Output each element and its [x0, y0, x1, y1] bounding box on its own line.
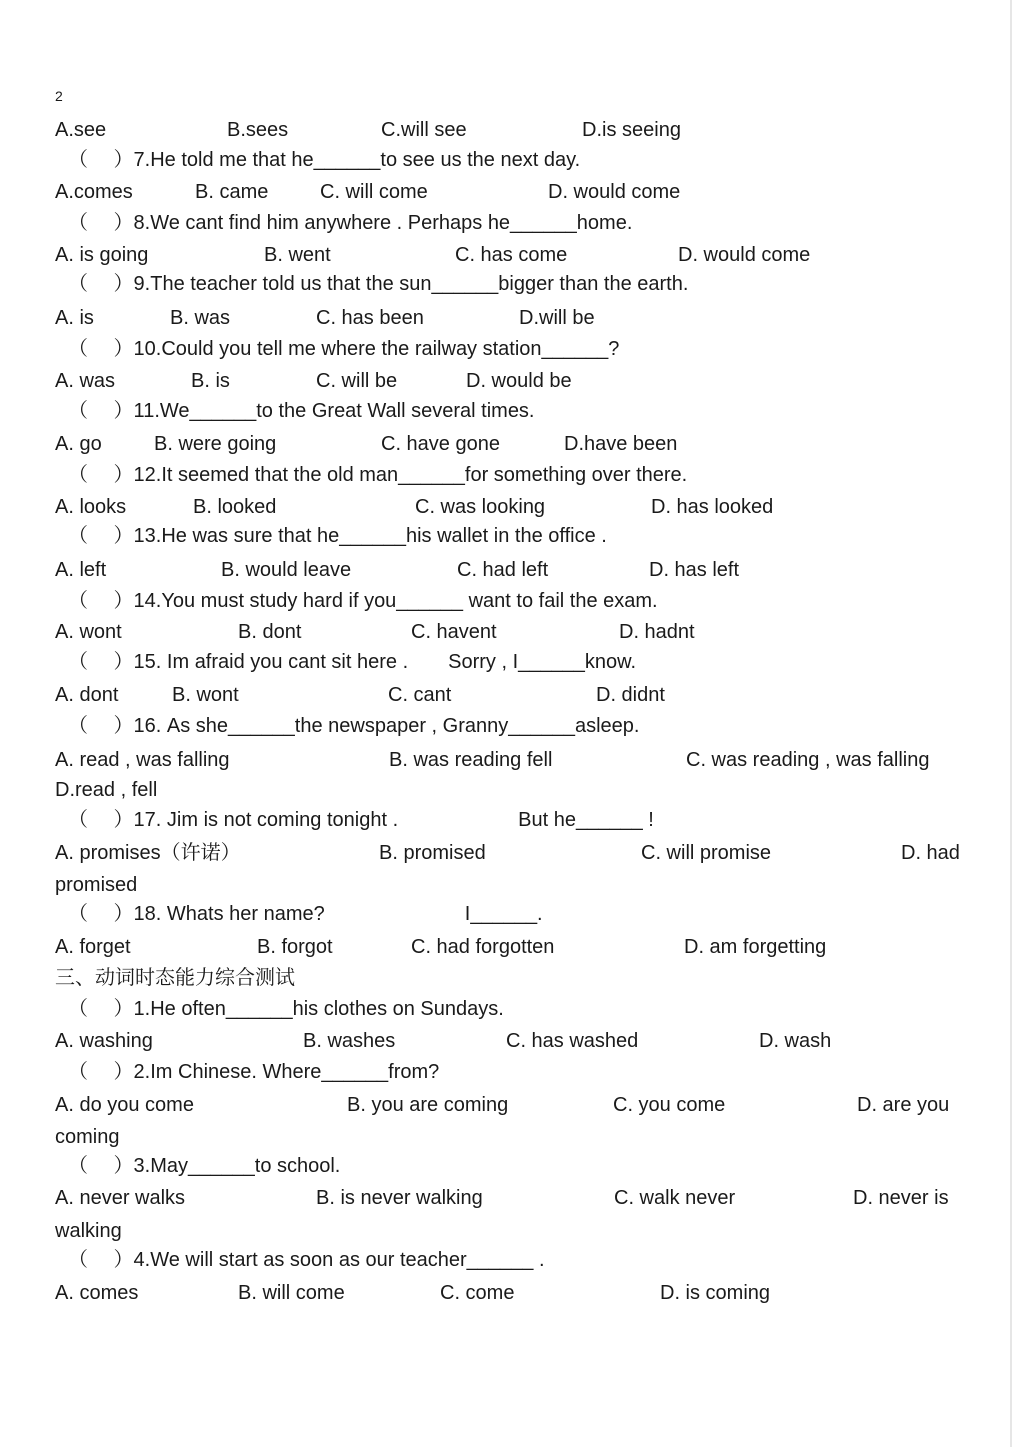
answer-option: A. left	[55, 559, 107, 581]
answer-option: B. looked	[193, 496, 277, 518]
answer-option: C. has come	[455, 244, 568, 266]
answer-option: B. came	[195, 181, 269, 203]
question-line: （ ）1.He often______his clothes on Sundays.	[68, 998, 504, 1020]
answer-option: A. wont	[55, 621, 122, 643]
question-line: （ ）17. Jim is not coming tonight . But he______ !	[68, 809, 654, 831]
answer-option: A. looks	[55, 496, 127, 518]
answer-option: B. wont	[172, 684, 239, 706]
answer-option: C. cant	[388, 684, 452, 706]
question-line: （ ）7.He told me that he______to see us the next day.	[68, 149, 581, 171]
answer-option: B. washes	[303, 1030, 396, 1052]
answer-option: B. were going	[154, 433, 277, 455]
answer-option: C. will promise	[641, 842, 772, 864]
question-line: （ ）15. Im afraid you cant sit here . Sorry , I______know.	[68, 651, 637, 673]
answer-option: C. will come	[320, 181, 428, 203]
question-line: （ ）18. Whats her name? I______.	[68, 903, 543, 925]
question-line: （ ）11.We______to the Great Wall several times.	[68, 400, 535, 422]
page-edge	[1010, 0, 1012, 1447]
answer-option: B. is never walking	[316, 1187, 483, 1209]
answer-option: A. dont	[55, 684, 119, 706]
answer-option: A. forget	[55, 936, 131, 958]
answer-option: A.see	[55, 119, 107, 141]
question-line: （ ）4.We will start as soon as our teacher______ .	[68, 1249, 545, 1271]
answer-option: B.sees	[227, 119, 289, 141]
answer-option: B. you are coming	[347, 1094, 509, 1116]
answer-option: A. never walks	[55, 1187, 186, 1209]
question-line: （ ）9.The teacher told us that the sun______bigger than the earth.	[68, 273, 689, 295]
answer-option: C. have gone	[381, 433, 500, 455]
answer-option: B. was reading fell	[389, 749, 553, 771]
answer-option: D. would be	[466, 370, 572, 392]
question-line: （ ）16. As she______the newspaper , Granny______asleep.	[68, 715, 640, 737]
answer-option: B. will come	[238, 1282, 345, 1304]
question-line: （ ）14.You must study hard if you______ want to fail the exam.	[68, 590, 658, 612]
answer-option: B. is	[191, 370, 230, 392]
answer-option: C. has been	[316, 307, 424, 329]
answer-option: D.have been	[564, 433, 678, 455]
answer-option: A.comes	[55, 181, 133, 203]
answer-option: C. has washed	[506, 1030, 639, 1052]
answer-option: A. washing	[55, 1030, 153, 1052]
option-continuation: walking	[55, 1220, 122, 1242]
answer-option: C. come	[440, 1282, 515, 1304]
answer-option: A. comes	[55, 1282, 139, 1304]
answer-option: B. promised	[379, 842, 486, 864]
answer-option: D. didnt	[596, 684, 665, 706]
answer-option: B. would leave	[221, 559, 352, 581]
answer-option: D.is seeing	[582, 119, 681, 141]
answer-option: B. went	[264, 244, 331, 266]
question-line: （ ）10.Could you tell me where the railway station______?	[68, 338, 620, 360]
answer-option: D. wash	[759, 1030, 832, 1052]
answer-option: C. walk never	[614, 1187, 736, 1209]
answer-option: A. promises（许诺）	[55, 842, 241, 864]
question-line: （ ）3.May______to school.	[68, 1155, 341, 1177]
option-continuation: D.read , fell	[55, 779, 158, 801]
answer-option: B. forgot	[257, 936, 333, 958]
answer-option: A. do you come	[55, 1094, 194, 1116]
option-continuation: coming	[55, 1126, 120, 1148]
page-number: 2	[55, 88, 63, 104]
answer-option: C. was reading , was falling	[686, 749, 930, 771]
answer-option: A. was	[55, 370, 116, 392]
answer-option: D. am forgetting	[684, 936, 827, 958]
answer-option: C. will be	[316, 370, 398, 392]
answer-option: C. had forgotten	[411, 936, 555, 958]
answer-option: B. dont	[238, 621, 302, 643]
answer-option: D.will be	[519, 307, 595, 329]
question-line: （ ）13.He was sure that he______his wallet in the office .	[68, 525, 607, 547]
section-heading: 三、动词时态能力综合测试	[55, 967, 295, 989]
answer-option: C.will see	[381, 119, 467, 141]
answer-option: D. is coming	[660, 1282, 771, 1304]
answer-option: B. was	[170, 307, 231, 329]
answer-option: D. has left	[649, 559, 740, 581]
answer-option: A. is	[55, 307, 94, 329]
answer-option: A. go	[55, 433, 102, 455]
answer-option: C. had left	[457, 559, 549, 581]
answer-option: C. havent	[411, 621, 497, 643]
answer-option: D. are you	[857, 1094, 950, 1116]
answer-option: D. would come	[548, 181, 681, 203]
answer-option: D. would come	[678, 244, 811, 266]
question-line: （ ）8.We cant find him anywhere . Perhaps he______home.	[68, 212, 633, 234]
answer-option: C. you come	[613, 1094, 726, 1116]
answer-option: D. hadnt	[619, 621, 695, 643]
answer-option: A. read , was falling	[55, 749, 230, 771]
answer-option: C. was looking	[415, 496, 546, 518]
option-continuation: promised	[55, 874, 138, 896]
question-line: （ ）2.Im Chinese. Where______from?	[68, 1061, 440, 1083]
question-line: （ ）12.It seemed that the old man______for something over there.	[68, 464, 688, 486]
answer-option: D. has looked	[651, 496, 774, 518]
answer-option: A. is going	[55, 244, 149, 266]
answer-option: D. never is	[853, 1187, 949, 1209]
answer-option: D. had	[901, 842, 960, 864]
